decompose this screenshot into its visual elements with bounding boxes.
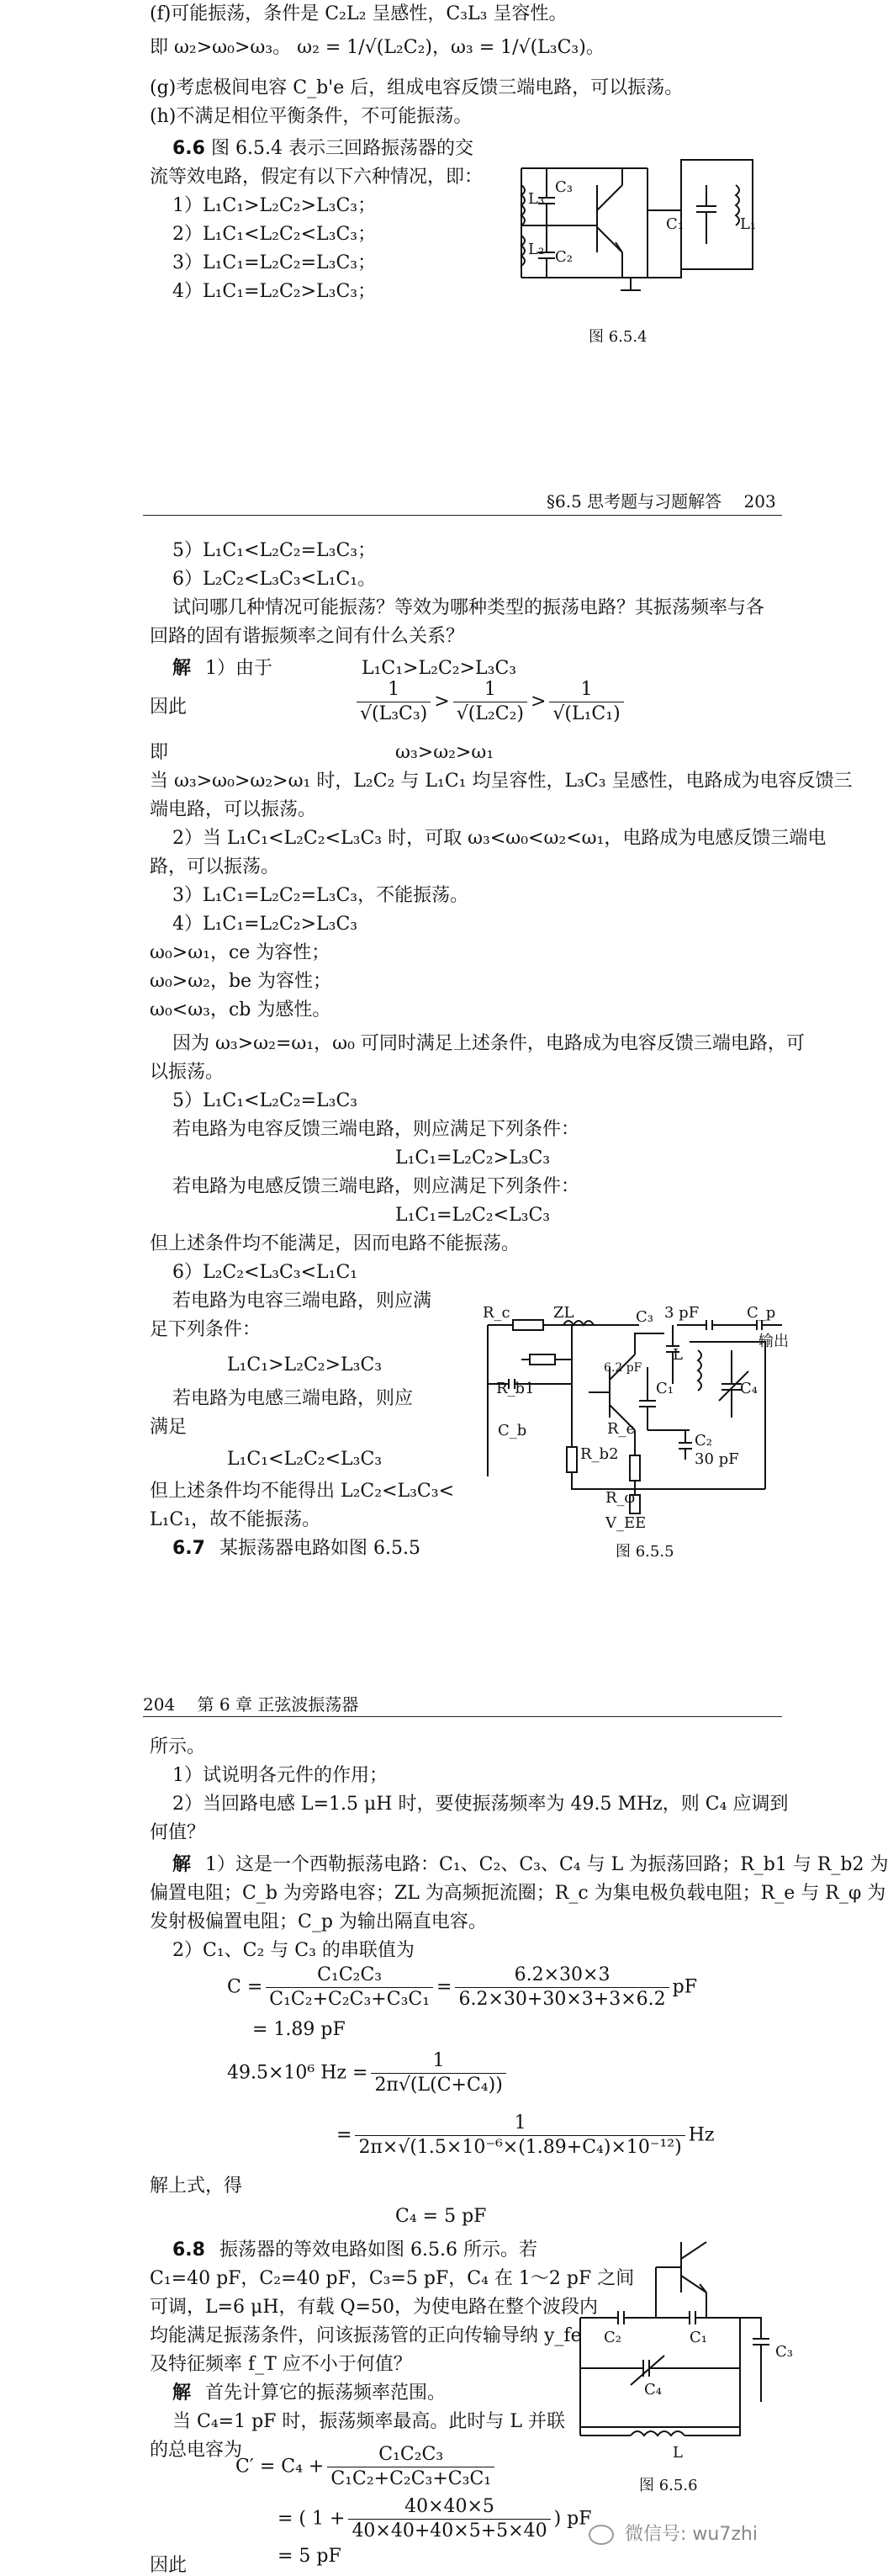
fig-label: C₁ bbox=[656, 1380, 674, 1397]
inequality: ω₃>ω₂>ω₁ bbox=[395, 742, 494, 763]
fig-label: L₂ bbox=[528, 241, 545, 258]
text-line: 6）L₂C₂<L₃C₃<L₁C₁。 bbox=[172, 569, 377, 590]
fig-label: C_b bbox=[498, 1422, 527, 1439]
equation-f2: = $\frac{1}{\text{2π×√(1.5×10⁻⁶×(1.89+C₄)×10⁻¹²)}}$ Hz bbox=[336, 2112, 715, 2158]
text-line: 发射极偏置电阻；C_p 为输出隔直电容。 bbox=[150, 1911, 487, 1932]
text-line: 3）L₁C₁=L₂C₂=L₃C₃； bbox=[172, 252, 377, 273]
text-line: 的总电容为 bbox=[150, 2440, 243, 2461]
text-line: 解上式，得 bbox=[150, 2176, 243, 2197]
fig-label: C₄ bbox=[740, 1380, 758, 1397]
text-line: 试问哪几种情况可能振荡？等效为哪种类型的振荡电路？其振荡频率与各 bbox=[172, 597, 765, 618]
fig-label: 6.2 pF bbox=[604, 1361, 642, 1375]
equation-c: C = $\frac{\text{C₁C₂C₃}}{\text{C₁C₂+C₂C₃+C₃C₁}}$ = $\frac{6.2\times 30\times 3}{6.2\times 30+30\times 3+3\times 6.2}$ pF bbox=[227, 1964, 697, 2010]
figure-caption: 图 6.5.6 bbox=[639, 2477, 698, 2494]
text-line: 5）L₁C₁<L₂C₂=L₃C₃ bbox=[172, 1090, 358, 1111]
text-line: 1）试说明各元件的作用； bbox=[172, 1765, 388, 1786]
text-line: 若电路为电容三端电路，则应满 bbox=[172, 1291, 432, 1312]
question-text: 某振荡器电路如图 6.5.5 bbox=[219, 1538, 420, 1559]
text-span: 首先计算它的振荡频率范围。 bbox=[205, 2383, 447, 2404]
inequality-fractions: $\frac{1}{\text{√(L₃C₃)}}$ > $\frac{1}{\text{√(L₂C₂)}}$ > $\frac{1}{\text{√(L₁C₁)}}$ bbox=[353, 678, 627, 726]
watermark bbox=[589, 2520, 758, 2546]
equation-cprime2: = ( 1 + $\frac{40\times 40\times 5}{40\times 40+40\times 5+5\times 40}$ ) pF bbox=[278, 2496, 592, 2542]
text-line: 以振荡。 bbox=[150, 1062, 225, 1083]
fig-label: C_p bbox=[747, 1304, 776, 1322]
fig-label: L bbox=[673, 2444, 683, 2462]
text-line: 5）L₁C₁<L₂C₂=L₃C₃； bbox=[172, 540, 377, 561]
text-line: ω₀>ω₁，ce 为容性； bbox=[150, 942, 330, 963]
fig-label: C₂ bbox=[695, 1432, 712, 1450]
fig-label: V_EE bbox=[605, 1514, 647, 1532]
figure-caption: 图 6.5.5 bbox=[616, 1543, 674, 1561]
fig-label: 输出 bbox=[758, 1333, 789, 1350]
watermark-text: 微信号: wu7zhi bbox=[625, 2524, 758, 2545]
equation-c4: C₄ = 5 pF bbox=[395, 2206, 487, 2227]
text-line: 若电路为电感反馈三端电路，则应满足下列条件： bbox=[172, 1176, 580, 1197]
text-line: 满足 bbox=[150, 1417, 188, 1438]
fig-label: C₁ bbox=[690, 2329, 707, 2346]
fig-label: C₄ bbox=[644, 2381, 662, 2398]
fig-label: C₂ bbox=[604, 2329, 621, 2346]
fig-label: R_c bbox=[483, 1304, 510, 1322]
equation-cprime3: = 5 pF bbox=[278, 2546, 341, 2567]
wechat-icon bbox=[589, 2525, 614, 2545]
text-span: 1）这是一个西勒振荡电路：C₁、C₂、C₃、C₄ 与 L 为振荡回路；R_b1 与 R_b2 为 bbox=[205, 1854, 888, 1875]
text-line: 回路的固有谐振频率之间有什么关系？ bbox=[150, 626, 465, 647]
fig-label: C₂ bbox=[555, 248, 573, 266]
text-line: 因此 bbox=[150, 2555, 188, 2576]
text-line: 所示。 bbox=[150, 1736, 206, 1757]
fig-label: 30 pF bbox=[695, 1450, 739, 1468]
text-line: ω₀>ω₂，be 为容性； bbox=[150, 971, 332, 992]
solution-label: 解 bbox=[172, 2383, 192, 2404]
fig-label: C₃ bbox=[775, 2343, 793, 2361]
fig-label: R_b1 bbox=[496, 1380, 535, 1397]
text-line: 4）L₁C₁=L₂C₂>L₃C₃； bbox=[172, 281, 377, 302]
text-line: 若电路为电感三端电路，则应 bbox=[172, 1388, 414, 1409]
fig-label: 3 pF bbox=[664, 1304, 700, 1322]
fig-label: C₃ bbox=[636, 1308, 653, 1326]
fig-label: L₃ bbox=[528, 190, 545, 208]
fig-label: C₁ bbox=[666, 215, 684, 233]
text-line: 流等效电路，假定有以下六种情况，即： bbox=[150, 167, 484, 188]
running-header bbox=[143, 1691, 358, 1715]
question-number: 6.7 bbox=[172, 1538, 205, 1559]
text-line: (g)考虑极间电容 C_b'e 后，组成电容反馈三端电路，可以振荡。 bbox=[150, 77, 684, 98]
fig-label: ZL bbox=[553, 1304, 574, 1322]
header-rule bbox=[143, 515, 782, 516]
fig-label: L bbox=[673, 1346, 683, 1364]
solution-label: 解 bbox=[172, 1854, 192, 1875]
header-section: §6.5 思考题与习题解答 bbox=[547, 491, 722, 511]
fig-label: L₁ bbox=[740, 215, 757, 233]
text-line: 路，可以振荡。 bbox=[150, 856, 280, 877]
text-line: 因为 ω₃>ω₂=ω₁，ω₀ 可同时满足上述条件，电路成为电容反馈三端电路，可 bbox=[172, 1033, 805, 1054]
text-line: C₁=40 pF，C₂=40 pF，C₃=5 pF，C₄ 在 1～2 pF 之间 bbox=[150, 2268, 635, 2289]
text-line: 即 ω₂>ω₀>ω₃。 ω₂ = 1/√(L₂C₂)，ω₃ = 1/√(L₃C₃)。 bbox=[150, 37, 605, 58]
fig-label: R_e bbox=[607, 1420, 636, 1438]
text-line: 当 C₄=1 pF 时，振荡频率最高。此时与 L 并联 bbox=[172, 2411, 566, 2432]
text-line: 何值？ bbox=[150, 1822, 206, 1843]
question-text: 图 6.5.4 表示三回路振荡器的交 bbox=[210, 138, 473, 159]
text-line: 即 bbox=[150, 742, 169, 763]
text-line: 端电路，可以振荡。 bbox=[150, 799, 317, 820]
circuit-figure-6-5-4 bbox=[513, 151, 765, 303]
solution-label: 解 bbox=[172, 658, 192, 679]
text-line: 可调，L=6 μH，有载 Q=50，为使电路在整个波段内 bbox=[150, 2297, 598, 2318]
text-line: (h)不满足相位平衡条件，不可能振荡。 bbox=[150, 106, 473, 127]
text-line: (f)可能振荡，条件是 C₂L₂ 呈感性，C₃L₃ 呈容性。 bbox=[150, 3, 568, 24]
text-line: 2）当回路电感 L=1.5 μH 时，要使振荡频率为 49.5 MHz，则 C₄ 应调到 bbox=[172, 1794, 789, 1815]
equation-f: 49.5×10⁶ Hz = $\frac{1}{\text{2π√(L(C+C₄))}}$ bbox=[227, 2049, 510, 2097]
text-line: 4）L₁C₁=L₂C₂>L₃C₃ bbox=[172, 914, 358, 935]
question-number: 6.6 bbox=[172, 138, 205, 159]
fig-label: R_b2 bbox=[580, 1445, 619, 1463]
inequality: L₁C₁>L₂C₂>L₃C₃ bbox=[227, 1354, 383, 1375]
header-rule bbox=[143, 1716, 782, 1717]
text-line: 若电路为电容反馈三端电路，则应满足下列条件： bbox=[172, 1119, 580, 1140]
fig-label: C₃ bbox=[555, 178, 573, 196]
equation-cprime: C′ = C₄ + $\frac{\text{C₁C₂C₃}}{\text{C₁C₂+C₂C₃+C₃C₁}}$ bbox=[235, 2443, 498, 2491]
text-line: 2）当 L₁C₁<L₂C₂<L₃C₃ 时，可取 ω₃<ω₀<ω₂<ω₁，电路成为电感反馈三端电 bbox=[172, 828, 827, 849]
text-line: 偏置电阻；C_b 为旁路电容；ZL 为高频扼流圈；R_c 为集电极负载电阻；R_e 与 R_φ 为 bbox=[150, 1883, 886, 1904]
inequality: L₁C₁>L₂C₂>L₃C₃ bbox=[362, 658, 517, 679]
text-line: 当 ω₃>ω₀>ω₂>ω₁ 时，L₂C₂ 与 L₁C₁ 均呈容性，L₃C₃ 呈感性，电路成为电容反馈三 bbox=[150, 771, 853, 792]
text-line: 及特征频率 f_T 应不小于何值？ bbox=[150, 2354, 412, 2375]
page-number: 204 bbox=[143, 1694, 176, 1715]
inequality: L₁C₁=L₂C₂>L₃C₃ bbox=[395, 1148, 551, 1169]
text-span: 1）由于 bbox=[205, 658, 273, 679]
equation-c-result: = 1.89 pF bbox=[252, 2019, 346, 2040]
text-line: 3）L₁C₁=L₂C₂=L₃C₃，不能振荡。 bbox=[172, 885, 469, 906]
header-chapter: 第 6 章 正弦波振荡器 bbox=[197, 1694, 359, 1715]
text-line: 6）L₂C₂<L₃C₃<L₁C₁ bbox=[172, 1262, 358, 1283]
text-line: L₁C₁，故不能振荡。 bbox=[150, 1509, 321, 1530]
inequality: L₁C₁=L₂C₂<L₃C₃ bbox=[395, 1205, 551, 1226]
question-text: 振荡器的等效电路如图 6.5.6 所示。若 bbox=[219, 2239, 537, 2261]
circuit-figure-6-5-5 bbox=[471, 1308, 790, 1519]
circuit-figure-6-5-6 bbox=[547, 2234, 782, 2461]
fig-label: R_φ bbox=[605, 1489, 636, 1507]
text-line: 因此 bbox=[150, 697, 188, 718]
figure-caption: 图 6.5.4 bbox=[589, 328, 648, 346]
text-line: 1）L₁C₁>L₂C₂>L₃C₃； bbox=[172, 195, 377, 216]
page-number: 203 bbox=[743, 491, 776, 511]
inequality: L₁C₁<L₂C₂<L₃C₃ bbox=[227, 1449, 383, 1470]
running-header bbox=[547, 488, 776, 512]
text-line: 但上述条件均不能得出 L₂C₂<L₃C₃< bbox=[150, 1481, 455, 1502]
text-line: 均能满足振荡条件，问该振荡管的正向传输导纳 y_fe bbox=[150, 2325, 582, 2346]
text-line: ω₀<ω₃，cb 为感性。 bbox=[150, 999, 331, 1020]
question-number: 6.8 bbox=[172, 2239, 205, 2261]
text-line: 2）C₁、C₂ 与 C₃ 的串联值为 bbox=[172, 1940, 415, 1961]
text-line: 足下列条件： bbox=[150, 1319, 262, 1340]
text-line: 但上述条件均不能满足，因而电路不能振荡。 bbox=[150, 1233, 521, 1254]
text-line: 2）L₁C₁<L₂C₂<L₃C₃； bbox=[172, 224, 377, 245]
